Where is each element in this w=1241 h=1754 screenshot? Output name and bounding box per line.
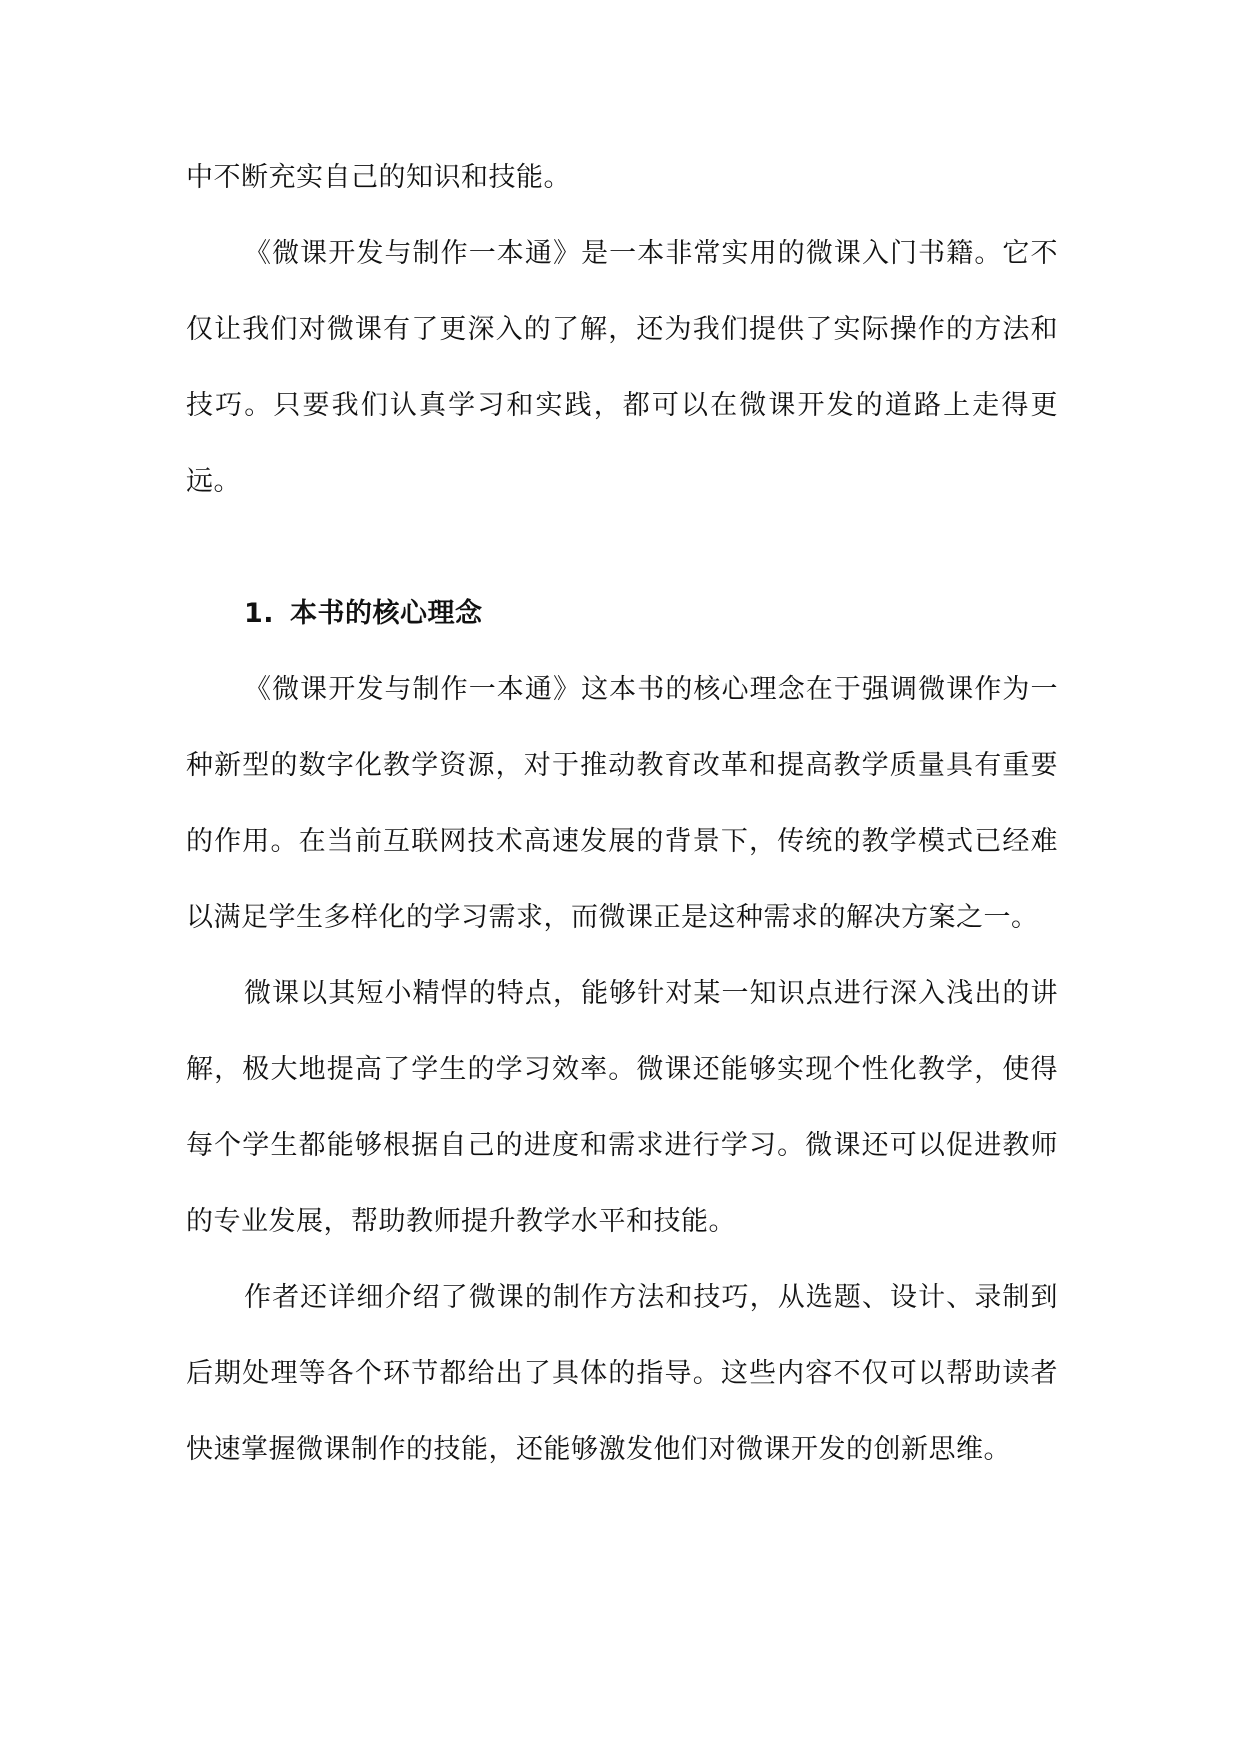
section-title: 本书的核心理念 [290,598,483,629]
paragraph-core-concept: 《微课开发与制作一本通》这本书的核心理念在于强调微课作为一种新型的数字化教学资源，对于推动教育改革和提高教学质量具有重要的作用。在当前互联网技术高速发展的背景下，传统的教学模式已经难以满足学生多样化的学习需求，而微课正是这种需求的解决方案之一。 [186,674,1058,933]
section-heading [186,576,1058,652]
section-gap [186,520,1058,576]
paragraph-production-methods: 作者还详细介绍了微课的制作方法和技巧，从选题、设计、录制到后期处理等各个环节都给出了具体的指导。这些内容不仅可以帮助读者快速掌握微课制作的技能，还能够激发他们对微课开发的创新思维。 [186,1282,1058,1465]
paragraph-book-intro: 《微课开发与制作一本通》是一本非常实用的微课入门书籍。它不仅让我们对微课有了更深入的了解，还为我们提供了实际操作的方法和技巧。只要我们认真学习和实践，都可以在微课开发的道路上走得更远。 [186,238,1058,497]
paragraph-continuation: 中不断充实自己的知识和技能。 [186,162,571,193]
section-number: 1. [244,598,275,629]
document-body [186,140,1058,1488]
paragraph-micro-lesson-features: 微课以其短小精悍的特点，能够针对某一知识点进行深入浅出的讲解，极大地提高了学生的学习效率。微课还能够实现个性化教学，使得每个学生都能够根据自己的进度和需求进行学习。微课还可以促进教师的专业发展，帮助教师提升教学水平和技能。 [186,978,1058,1237]
